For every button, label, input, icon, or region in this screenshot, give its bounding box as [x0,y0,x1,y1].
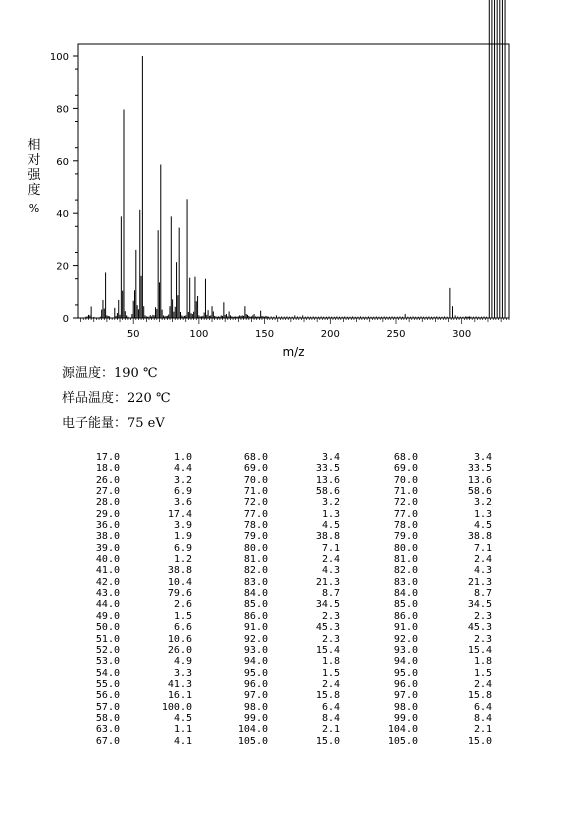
table-cell: 82.0 [243,565,268,577]
table-row [64,577,492,588]
table-cell: 3.3 [173,667,192,679]
y-tick-label: 40 [56,209,69,221]
table-cell: 45.3 [467,622,492,634]
table-row [64,509,492,520]
table-cell: 21.3 [315,576,340,588]
table-cell: 71.0 [393,486,418,498]
table-row [64,599,492,610]
table-cell: 27.0 [95,486,120,498]
table-cell: 99.0 [393,712,418,724]
table-cell: 3.2 [473,497,492,509]
table-cell: 28.0 [95,497,120,509]
table-cell: 38.8 [467,531,492,543]
table-cell: 104.0 [237,724,268,736]
table-cell: 1.3 [473,508,492,520]
y-axis-label-char: 度 [27,183,41,198]
x-axis-label: m/z [282,345,305,359]
x-tick-label: 50 [126,329,140,340]
table-cell: 105.0 [237,735,268,747]
table-cell: 71.0 [243,486,268,498]
table-row [64,622,492,633]
table-cell: 39.0 [95,542,120,554]
table-cell: 68.0 [243,452,268,463]
table-cell: 92.0 [393,633,418,645]
table-cell: 96.0 [393,678,418,690]
table-cell: 98.0 [243,701,268,713]
y-tick-label: 80 [56,104,69,116]
sample-temperature: 样品温度：220 ℃ [62,391,171,406]
table-cell: 21.3 [467,576,492,588]
table-cell: 105.0 [387,735,418,747]
table-cell: 4.4 [173,463,192,475]
table-cell: 84.0 [243,588,268,600]
table-cell: 58.0 [95,712,120,724]
table-cell: 68.0 [393,452,418,463]
table-cell: 4.3 [473,565,492,577]
table-cell: 34.5 [467,599,492,611]
table-cell: 55.0 [95,678,120,690]
table-row [64,452,492,463]
table-row [64,713,492,724]
table-row [64,634,492,645]
table-cell: 98.0 [393,701,418,713]
table-cell: 85.0 [243,599,268,611]
table-cell: 4.5 [173,712,192,724]
table-cell: 8.4 [321,712,340,724]
table-cell: 26.0 [167,644,192,656]
table-cell: 6.4 [321,701,340,713]
table-cell: 52.0 [95,644,120,656]
table-cell: 77.0 [393,508,418,520]
table-cell: 94.0 [243,656,268,668]
table-cell: 86.0 [243,610,268,622]
peak-table [64,452,492,747]
table-cell: 80.0 [393,542,418,554]
table-cell: 84.0 [393,588,418,600]
table-cell: 4.1 [173,735,192,747]
table-cell: 50.0 [95,622,120,634]
x-tick-label: 300 [452,329,472,340]
table-cell: 79.0 [243,531,268,543]
table-row [64,475,492,486]
table-row [64,543,492,554]
table-cell: 33.5 [315,463,340,475]
table-cell: 79.6 [167,588,192,600]
table-cell: 1.5 [321,667,340,679]
table-cell: 91.0 [393,622,418,634]
table-row [64,520,492,531]
table-cell: 70.0 [393,474,418,486]
table-row [64,486,492,497]
table-cell: 6.9 [173,486,192,498]
table-cell: 67.0 [95,735,120,747]
table-cell: 18.0 [95,463,120,475]
table-cell: 8.7 [321,588,340,600]
table-row [64,463,492,474]
table-cell: 13.6 [315,474,340,486]
table-row [64,668,492,679]
table-cell: 44.0 [95,599,120,611]
table-cell: 78.0 [393,520,418,532]
table-cell: 58.6 [467,486,492,498]
table-cell: 2.6 [173,599,192,611]
table-cell: 1.0 [173,452,192,463]
electron-energy: 电子能量：75 eV [62,416,165,431]
table-cell: 17.4 [167,508,192,520]
table-cell: 79.0 [393,531,418,543]
table-row [64,588,492,599]
table-cell: 69.0 [393,463,418,475]
table-cell: 2.1 [473,724,492,736]
table-cell: 99.0 [243,712,268,724]
table-row [64,554,492,565]
table-cell: 83.0 [243,576,268,588]
table-cell: 7.1 [473,542,492,554]
table-cell: 54.0 [95,667,120,679]
table-cell: 80.0 [243,542,268,554]
table-cell: 38.0 [95,531,120,543]
table-cell: 94.0 [393,656,418,668]
table-cell: 1.5 [173,610,192,622]
table-cell: 81.0 [393,554,418,566]
table-cell: 8.7 [473,588,492,600]
x-tick-label: 150 [255,329,275,340]
table-row [64,531,492,542]
table-cell: 41.3 [167,678,192,690]
table-cell: 72.0 [393,497,418,509]
table-cell: 34.5 [315,599,340,611]
table-cell: 1.8 [321,656,340,668]
table-cell: 3.4 [473,452,492,463]
x-tick-label: 200 [320,329,340,340]
table-cell: 4.9 [173,656,192,668]
table-cell: 2.3 [473,633,492,645]
table-cell: 1.8 [473,656,492,668]
table-cell: 3.4 [321,452,340,463]
table-row [64,690,492,701]
y-tick-label: 100 [49,52,69,63]
table-cell: 49.0 [95,610,120,622]
table-cell: 15.8 [467,690,492,702]
table-cell: 15.0 [467,735,492,747]
table-cell: 97.0 [243,690,268,702]
table-cell: 42.0 [95,576,120,588]
table-cell: 2.4 [473,554,492,566]
table-cell: 4.5 [321,520,340,532]
table-cell: 57.0 [95,701,120,713]
table-cell: 95.0 [393,667,418,679]
table-cell: 38.8 [167,565,192,577]
y-axis-label-char: % [28,202,40,215]
table-cell: 3.9 [173,520,192,532]
table-cell: 6.9 [173,542,192,554]
table-cell: 7.1 [321,542,340,554]
table-row [64,656,492,667]
table-row [64,645,492,656]
table-cell: 2.4 [321,554,340,566]
table-cell: 10.4 [167,576,192,588]
mass-spectrum-chart [0,0,570,359]
table-cell: 33.5 [467,463,492,475]
table-cell: 8.4 [473,712,492,724]
table-row [64,724,492,735]
table-cell: 72.0 [243,497,268,509]
table-cell: 6.4 [473,701,492,713]
table-cell: 2.3 [321,633,340,645]
table-cell: 16.1 [167,690,192,702]
y-tick-label: 60 [56,156,69,168]
table-row [64,565,492,576]
table-cell: 83.0 [393,576,418,588]
y-tick-label: 20 [56,261,69,273]
table-cell: 40.0 [95,554,120,566]
table-cell: 93.0 [243,644,268,656]
table-cell: 3.2 [321,497,340,509]
table-cell: 10.6 [167,633,192,645]
table-cell: 56.0 [95,690,120,702]
table-cell: 2.4 [473,678,492,690]
table-cell: 1.3 [321,508,340,520]
table-cell: 104.0 [387,724,418,736]
table-cell: 15.4 [315,644,340,656]
x-tick-label: 250 [386,329,406,340]
table-cell: 6.6 [173,622,192,634]
table-cell: 17.0 [95,452,120,463]
table-cell: 4.3 [321,565,340,577]
table-cell: 2.1 [321,724,340,736]
table-cell: 92.0 [243,633,268,645]
table-cell: 26.0 [95,474,120,486]
table-cell: 85.0 [393,599,418,611]
table-cell: 1.9 [173,531,192,543]
table-cell: 2.3 [321,610,340,622]
table-cell: 58.6 [315,486,340,498]
table-cell: 2.3 [473,610,492,622]
table-cell: 41.0 [95,565,120,577]
table-cell: 97.0 [393,690,418,702]
table-cell: 63.0 [95,724,120,736]
table-row [64,736,492,747]
table-cell: 96.0 [243,678,268,690]
table-cell: 77.0 [243,508,268,520]
table-row [64,679,492,690]
table-cell: 36.0 [95,520,120,532]
y-axis-label-char: 强 [27,168,41,183]
table-cell: 45.3 [315,622,340,634]
table-cell: 86.0 [393,610,418,622]
y-axis-label-char: 对 [27,153,41,168]
table-cell: 93.0 [393,644,418,656]
y-axis-label-char: 相 [27,138,41,153]
y-tick-label: 0 [62,314,69,325]
table-cell: 100.0 [161,701,192,713]
source-temperature: 源温度：190 ℃ [62,366,158,381]
table-cell: 15.0 [315,735,340,747]
table-cell: 13.6 [467,474,492,486]
table-cell: 3.2 [173,474,192,486]
table-cell: 2.4 [321,678,340,690]
table-cell: 95.0 [243,667,268,679]
table-cell: 29.0 [95,508,120,520]
table-cell: 1.1 [173,724,192,736]
table-cell: 53.0 [95,656,120,668]
x-tick-label: 100 [189,329,209,340]
y-axis-label [26,138,42,216]
table-cell: 91.0 [243,622,268,634]
table-cell: 1.2 [173,554,192,566]
table-cell: 81.0 [243,554,268,566]
table-cell: 82.0 [393,565,418,577]
table-row [64,611,492,622]
table-row [64,702,492,713]
table-cell: 4.5 [473,520,492,532]
table-row [64,497,492,508]
table-cell: 51.0 [95,633,120,645]
table-cell: 15.8 [315,690,340,702]
table-cell: 70.0 [243,474,268,486]
table-cell: 43.0 [95,588,120,600]
table-cell: 1.5 [473,667,492,679]
table-cell: 3.6 [173,497,192,509]
table-cell: 38.8 [315,531,340,543]
table-cell: 69.0 [243,463,268,475]
table-cell: 15.4 [467,644,492,656]
table-cell: 78.0 [243,520,268,532]
